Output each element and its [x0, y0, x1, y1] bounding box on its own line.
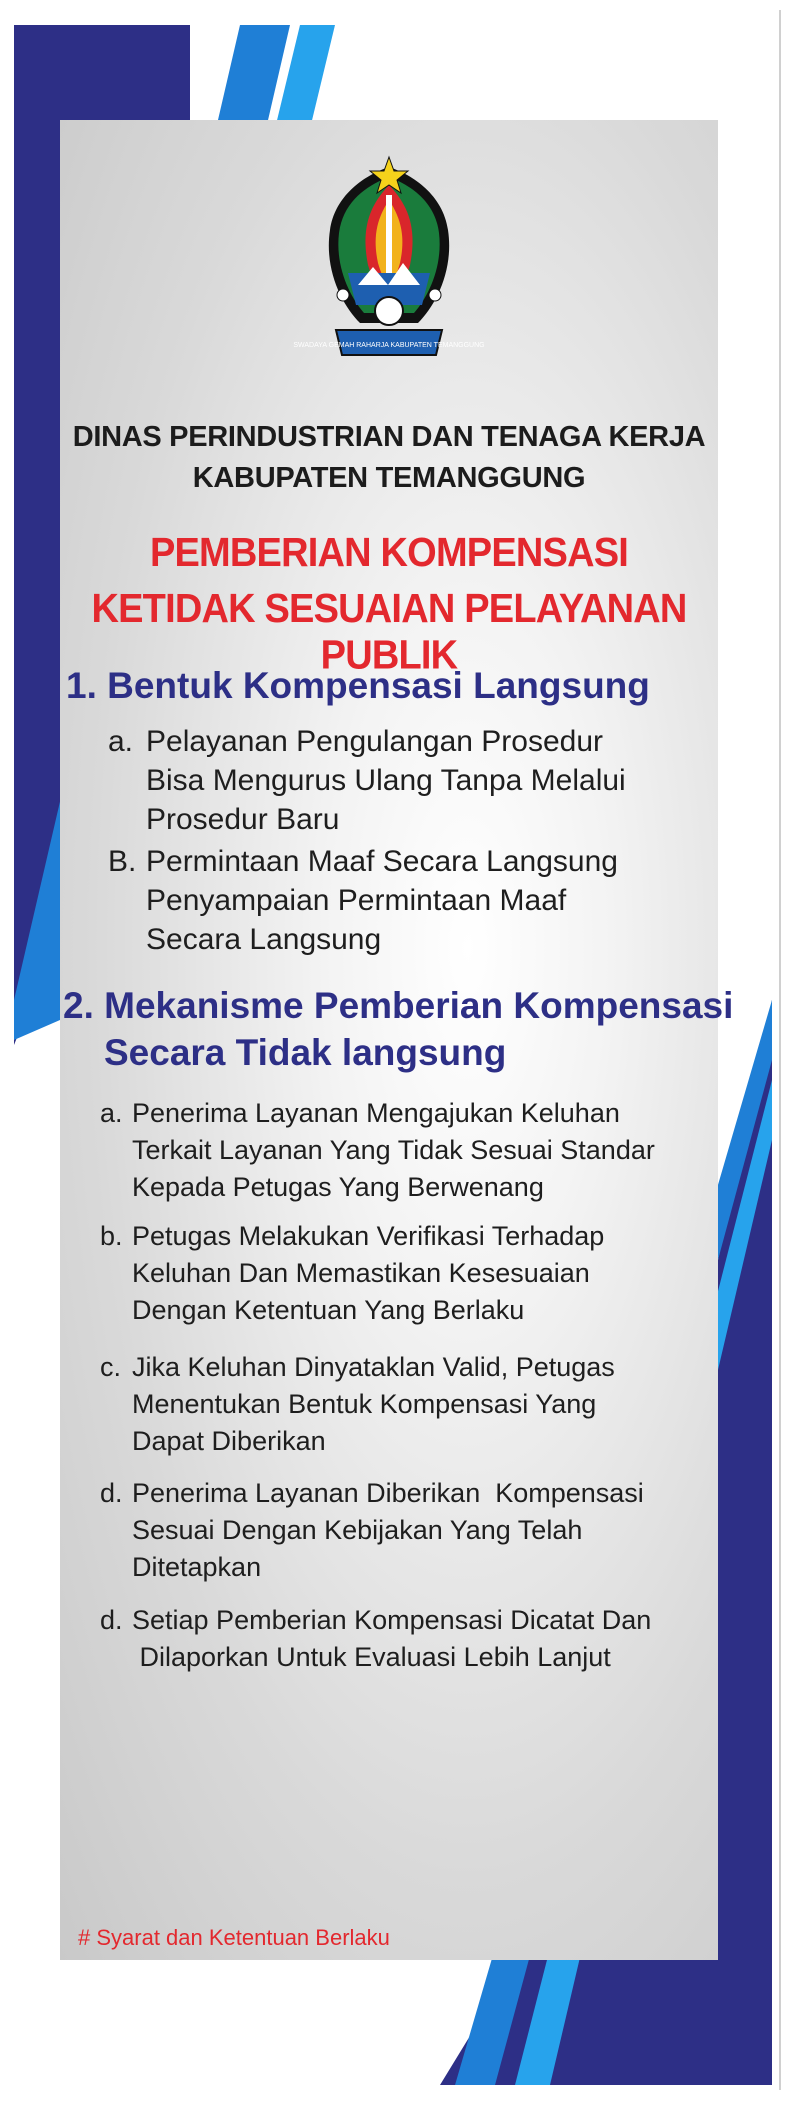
item-text: Setiap Pemberian Kompensasi Dicatat Dan Dilaporkan Untuk Evaluasi Lebih Lanjut: [132, 1605, 652, 1672]
title-line1: PEMBERIAN KOMPENSASI: [149, 530, 629, 576]
item-marker: b.: [100, 1221, 123, 1251]
section1-heading: 1. Bentuk Kompensasi Langsung: [66, 665, 650, 706]
section2-heading-line2: Secara Tidak langsung: [104, 1032, 507, 1073]
title-line2: KETIDAK SESUAIAN PELAYANAN PUBLIK: [91, 586, 687, 679]
item-text: Jika Keluhan Dinyataklan Valid, Petugas Menentukan Bentuk Kompensasi Yang Dapat Diberikan: [132, 1352, 615, 1456]
item-marker: a.: [108, 725, 134, 758]
item-marker: a.: [100, 1098, 123, 1128]
section2-heading-line1: 2. Mekanisme Pemberian Kompensasi: [63, 985, 734, 1026]
org-name-line1: DINAS PERINDUSTRIAN DAN TENAGA KERJA: [72, 421, 706, 453]
item-marker: d.: [100, 1478, 123, 1508]
item-marker: c.: [100, 1352, 122, 1382]
item-text: Penerima Layanan Diberikan Kompensasi Sesuai Dengan Kebijakan Yang Telah Ditetapkan: [132, 1478, 644, 1582]
temanggung-emblem-logo: [293, 155, 485, 400]
item-text: Penerima Layanan Mengajukan Keluhan Terkait Layanan Yang Tidak Sesuai Standar Kepada Petugas Yang Berwenang: [132, 1098, 655, 1202]
item-text: Pelayanan Pengulangan Prosedur Bisa Mengurus Ulang Tanpa Melalui Prosedur Baru: [146, 725, 626, 836]
terms-note: # Syarat dan Ketentuan Berlaku: [78, 1925, 390, 1950]
item-marker: B.: [108, 845, 137, 878]
item-text: Petugas Melakukan Verifikasi Terhadap Keluhan Dan Memastikan Kesesuaian Dengan Ketentuan Yang Berlaku: [132, 1221, 605, 1325]
logo-ribbon-text: SWADAYA GEMAH RAHARJA KABUPATEN TEMANGGUNG: [293, 342, 485, 349]
item-marker: d.: [100, 1605, 123, 1635]
org-name-line2: KABUPATEN TEMANGGUNG: [192, 462, 586, 494]
item-text: Permintaan Maaf Secara Langsung Penyampaian Permintaan Maaf Secara Langsung: [146, 845, 618, 956]
